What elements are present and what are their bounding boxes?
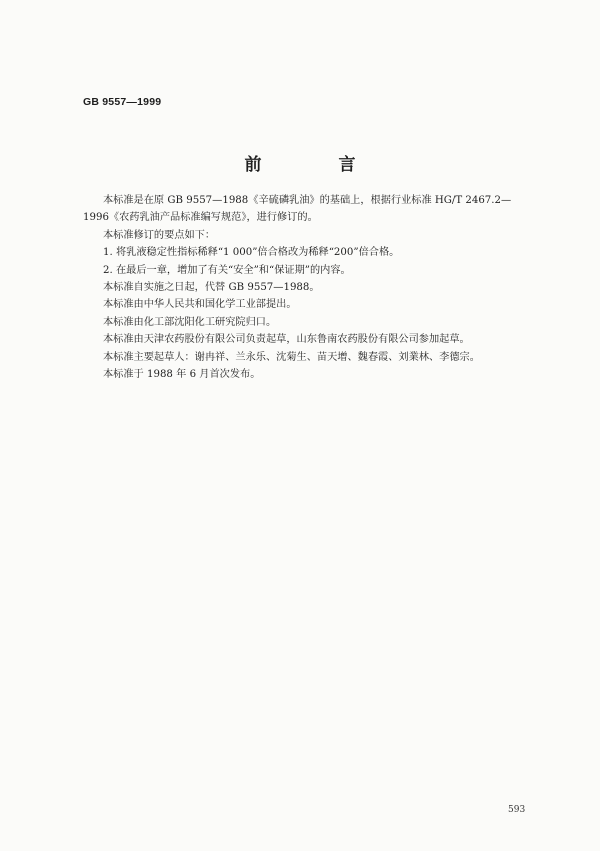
paragraph-first-issue: 本标准于 1988 年 6 月首次发布。 bbox=[103, 369, 261, 381]
paragraph-basis: 本标准是在原 GB 9557—1988《辛硫磷乳油》的基础上，根据行业标准 HG/T 2467.2—1996《农药乳油产品标准编写规范》，进行修订的。 bbox=[83, 195, 512, 224]
paragraph-centralized: 本标准由化工部沈阳化工研究院归口。 bbox=[103, 316, 277, 328]
paragraph-replacement: 本标准自实施之日起，代替 GB 9557—1988。 bbox=[103, 282, 320, 294]
page-title: 前 言 bbox=[244, 155, 386, 175]
paragraph-revision-point-1: 1. 将乳液稳定性指标稀释“1 000”倍合格改为稀释“200”倍合格。 bbox=[103, 247, 400, 259]
standard-code: GB 9557—1999 bbox=[83, 96, 162, 108]
paragraph-revision-intro: 本标准修订的要点如下： bbox=[103, 229, 216, 241]
paragraph-drafting-org: 本标准由天津农药股份有限公司负责起草，山东鲁南农药股份有限公司参加起草。 bbox=[103, 334, 470, 346]
paragraph-revision-point-2: 2. 在最后一章，增加了有关“安全”和“保证期”的内容。 bbox=[103, 264, 351, 276]
paragraph-proposer: 本标准由中华人民共和国化学工业部提出。 bbox=[103, 299, 297, 311]
foreword-body bbox=[83, 192, 523, 383]
paragraph-drafters: 本标准主要起草人：谢冉祥、兰永乐、沈菊生、苗天增、魏春霞、刘業林、李德宗。 bbox=[103, 351, 480, 363]
page-number: 593 bbox=[508, 805, 526, 815]
